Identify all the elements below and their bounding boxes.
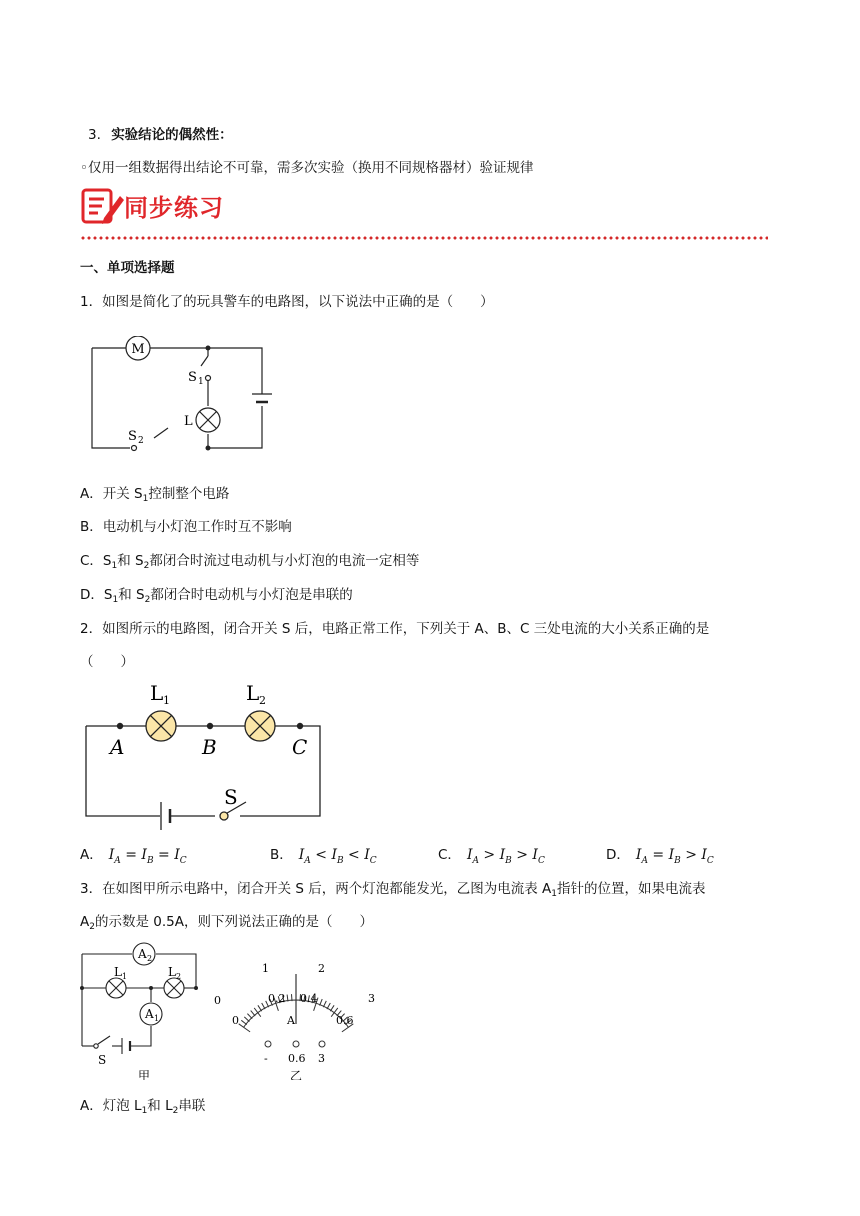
s2-label: S bbox=[128, 429, 137, 444]
q2-option-d-math: $I_A = I_B > I_C$ bbox=[635, 847, 714, 866]
q3-option-a[interactable]: A．灯泡 $L_1$和 $L_2$串联 bbox=[80, 1098, 206, 1116]
q2-stem-line1: 2．如图所示的电路图，闭合开关 S 后，电路正常工作，下列关于 A、B、C 三处电流的大小关系正确的是 bbox=[80, 621, 710, 637]
terminal-minus: - bbox=[264, 1052, 268, 1065]
unit-label: A bbox=[287, 1014, 295, 1027]
l2-sub: 2 bbox=[259, 694, 266, 707]
q2-option-c-math: $I_A > I_B > I_C$ bbox=[466, 847, 545, 866]
section-title: 实验结论的偶然性： bbox=[111, 127, 233, 143]
s1-sub: 1 bbox=[198, 377, 204, 387]
q2-stem-line2: （ ） bbox=[80, 654, 134, 670]
outer-tick-1: 1 bbox=[262, 962, 269, 975]
jia-l2-label: L bbox=[168, 965, 176, 979]
inner-tick-0: 0 bbox=[232, 1014, 239, 1027]
q1-option-c[interactable]: C．$S_1$和 $S_2$都闭合时流过电动机与小灯泡的电流一定相等 bbox=[80, 553, 420, 571]
terminal-3: 3 bbox=[318, 1052, 325, 1065]
a2-sub: 2 bbox=[147, 954, 153, 963]
q3-ammeter-yi bbox=[212, 952, 382, 1080]
s2-sub: 2 bbox=[138, 436, 144, 446]
node-b-label: B bbox=[202, 735, 217, 759]
a2-label: A bbox=[138, 947, 147, 961]
jia-l1-sub: 1 bbox=[122, 972, 128, 981]
notebook-pencil-icon bbox=[80, 186, 124, 226]
q1-option-a[interactable]: A．开关 $S_1$控制整个电路 bbox=[80, 486, 230, 504]
inner-tick-0-6: 0.6 bbox=[336, 1014, 354, 1027]
a1-label: A bbox=[145, 1007, 154, 1021]
q3-circuit-jia bbox=[78, 940, 208, 1080]
motor-label: M bbox=[131, 342, 145, 357]
q2-option-b-math: $I_A < I_B < I_C$ bbox=[298, 847, 377, 866]
node-a-label: A bbox=[110, 735, 125, 759]
outer-tick-2: 2 bbox=[318, 962, 325, 975]
dial-tick bbox=[239, 1024, 250, 1032]
inner-tick-0-2: 0.2 bbox=[268, 992, 286, 1005]
q2-option-c[interactable]: C． $I_A > I_B > I_C$ bbox=[438, 847, 545, 866]
l1-label: L bbox=[150, 681, 164, 705]
q2-option-a-math: $I_A = I_B = I_C$ bbox=[108, 847, 187, 866]
q1-circuit-diagram bbox=[88, 336, 278, 456]
outer-tick-0: 0 bbox=[214, 994, 221, 1007]
section-3-text: ◦仅用一组数据得出结论不可靠，需多次实验（换用不同规格器材）验证规律 bbox=[80, 160, 534, 176]
outer-tick-3: 3 bbox=[368, 992, 375, 1005]
a1-sub: 1 bbox=[154, 1014, 160, 1023]
q2-option-a[interactable]: A． $I_A = I_B = I_C$ bbox=[80, 847, 187, 866]
l2-label: L bbox=[246, 681, 260, 705]
q2-option-d[interactable]: D． $I_A = I_B > I_C$ bbox=[606, 847, 714, 866]
jia-l2-sub: 2 bbox=[176, 972, 182, 981]
jia-l1-label: L bbox=[114, 965, 122, 979]
section-3-heading bbox=[88, 126, 233, 144]
yi-caption: 乙 bbox=[289, 1069, 303, 1080]
banner-title: 同步练习 bbox=[124, 194, 224, 222]
q1-stem: 1．如图是简化了的玩具警车的电路图，以下说法中正确的是（ ） bbox=[80, 294, 494, 310]
lamp-label: L bbox=[184, 414, 193, 429]
jia-switch-label: S bbox=[98, 1053, 107, 1067]
s1-label: S bbox=[188, 370, 197, 385]
inner-tick-0-4: 0.4 bbox=[300, 992, 318, 1005]
part-heading: 一、单项选择题 bbox=[80, 260, 175, 276]
q1-option-d[interactable]: D．$S_1$和 $S_2$都闭合时电动机与小灯泡是串联的 bbox=[80, 587, 353, 605]
dotted-divider bbox=[80, 236, 768, 240]
q3-stem-line1: 3．在如图甲所示电路中，闭合开关 S 后，两个灯泡都能发光，乙图为电流表 $A_1$指针的位置，如果电流表 bbox=[80, 881, 706, 899]
jia-caption: 甲 bbox=[137, 1069, 151, 1080]
switch-label: S bbox=[224, 785, 238, 809]
q3-stem-line2: $A_2$的示数是 0.5A，则下列说法正确的是（ ） bbox=[80, 914, 373, 932]
section-number: 3. bbox=[88, 127, 101, 143]
terminal-0-6: 0.6 bbox=[288, 1052, 306, 1065]
q2-option-b[interactable]: B． $I_A < I_B < I_C$ bbox=[270, 847, 377, 866]
q1-option-b[interactable]: B．电动机与小灯泡工作时互不影响 bbox=[80, 519, 292, 535]
l1-sub: 1 bbox=[163, 694, 170, 707]
node-c-label: C bbox=[292, 735, 308, 759]
q2-circuit-diagram bbox=[84, 680, 334, 832]
